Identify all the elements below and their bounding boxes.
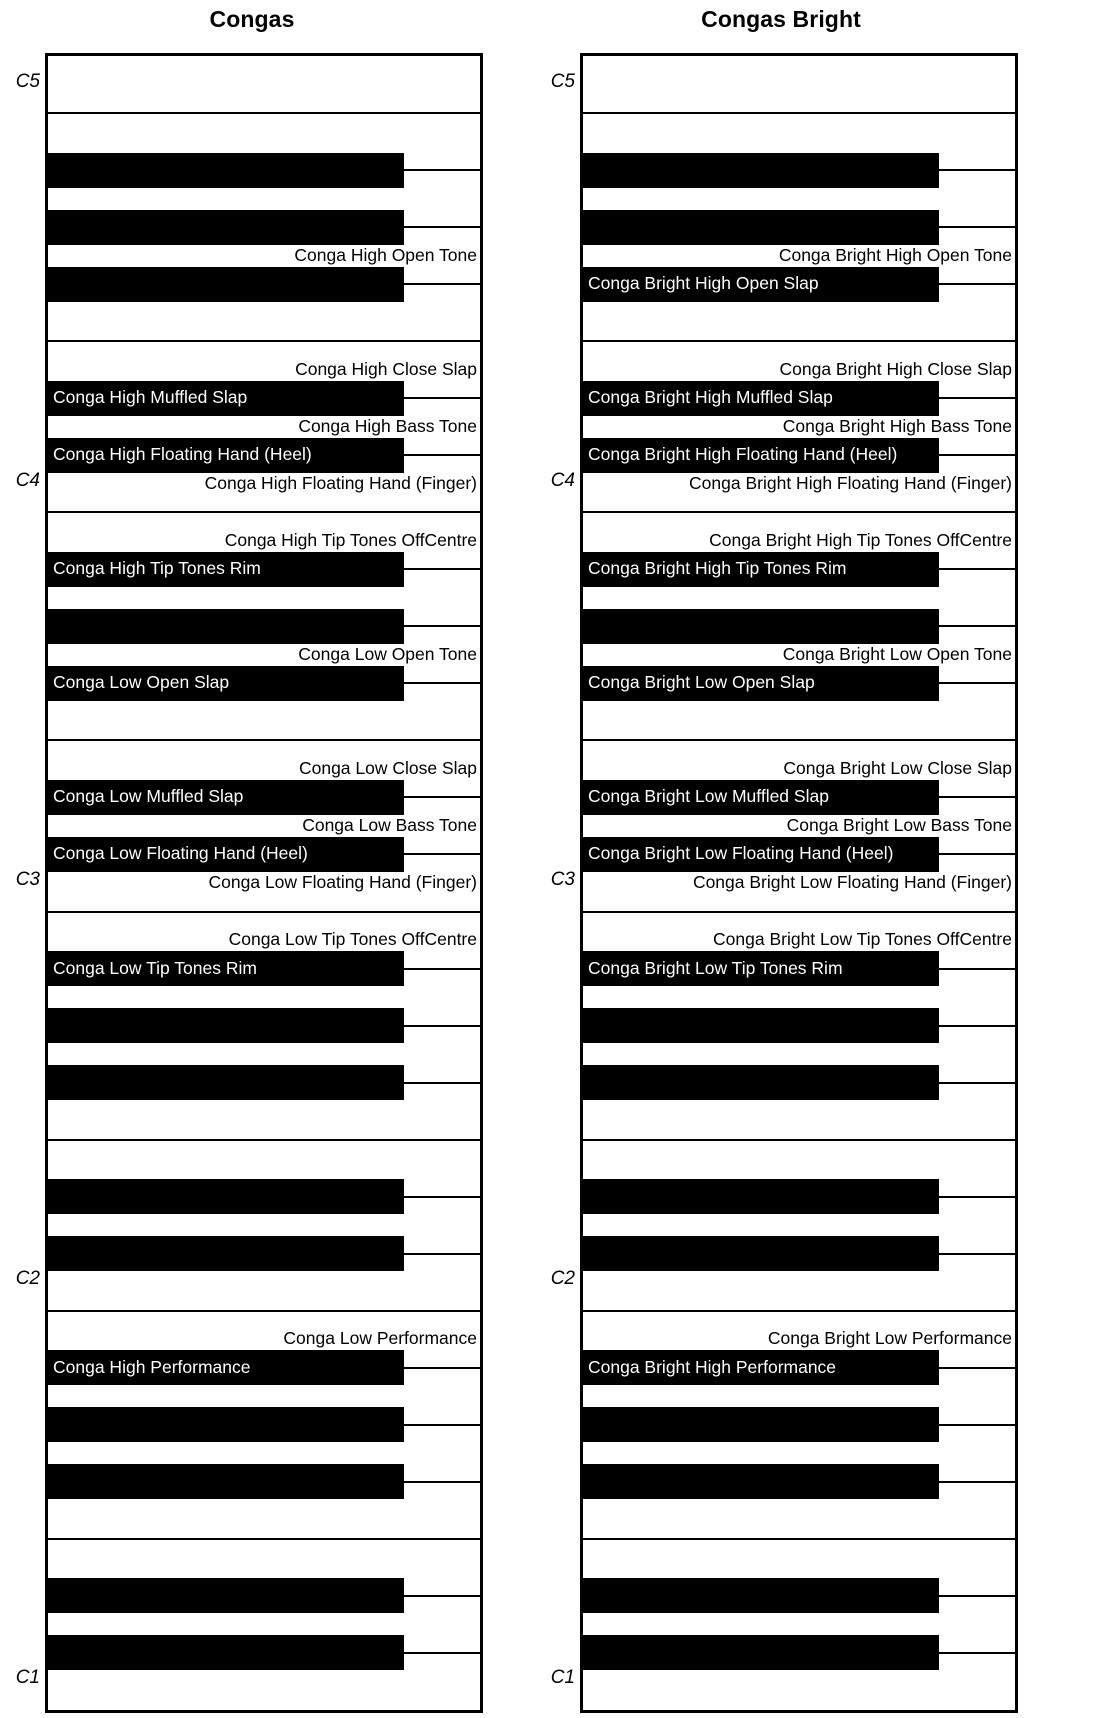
panel-title-congas-bright: Congas Bright [701,6,861,32]
black-key[interactable] [48,1065,404,1100]
black-key[interactable] [48,1407,404,1442]
black-key-tick [404,625,480,627]
black-key[interactable] [48,837,404,872]
white-key-label: Conga Low Tip Tones OffCentre [228,929,477,949]
black-key[interactable] [583,1179,939,1214]
black-key-tick [939,625,1015,627]
black-key[interactable] [48,1179,404,1214]
black-key-tick [404,1595,480,1597]
black-key[interactable] [583,951,939,986]
black-key-tick [939,853,1015,855]
black-key-tick [939,1595,1015,1597]
black-key-tick [939,682,1015,684]
white-key-separator [583,739,1015,741]
octave-label-c5: C5 [550,71,575,92]
black-key-label: Conga Bright High Floating Hand (Heel) [588,444,898,464]
keyboard-congas-bright[interactable] [580,53,1018,1713]
white-key-separator [48,1139,480,1141]
white-key-separator [583,911,1015,913]
black-key[interactable] [48,210,404,245]
black-key-tick [939,796,1015,798]
black-key-tick [939,1481,1015,1483]
white-key-separator [48,739,480,741]
black-key-tick [939,283,1015,285]
black-key-tick [404,283,480,285]
white-key-label: Conga High Bass Tone [298,416,477,436]
black-key[interactable] [583,1464,939,1499]
black-key-label: Conga Low Tip Tones Rim [53,958,257,978]
black-key[interactable] [583,609,939,644]
black-key[interactable] [583,1350,939,1385]
white-key-label: Conga Low Open Tone [298,644,477,664]
octave-label-c1: C1 [550,1667,575,1688]
white-key-separator [583,340,1015,342]
black-key-tick [939,169,1015,171]
octave-label-c5: C5 [15,71,40,92]
black-key-label: Conga Bright High Open Slap [588,273,819,293]
octave-label-c4: C4 [550,470,575,491]
black-key-label: Conga High Tip Tones Rim [53,558,261,578]
white-key-label: Conga Bright Low Performance [767,1328,1012,1348]
black-key[interactable] [583,837,939,872]
black-key[interactable] [48,1635,404,1670]
black-key-tick [404,568,480,570]
black-key[interactable] [583,666,939,701]
white-key-separator [583,1538,1015,1540]
black-key[interactable] [583,780,939,815]
black-key[interactable] [583,1635,939,1670]
white-key-label: Conga Bright High Floating Hand (Finger) [689,473,1012,493]
black-key-tick [939,568,1015,570]
white-key-label: Conga High Floating Hand (Finger) [204,473,477,493]
white-key-label: Conga Low Bass Tone [302,815,477,835]
white-key-label: Conga Bright Low Bass Tone [786,815,1012,835]
black-key-tick [404,853,480,855]
white-key-label: Conga Bright High Close Slap [779,359,1012,379]
black-key[interactable] [48,153,404,188]
black-key-label: Conga Bright High Performance [588,1357,837,1377]
black-key-label: Conga Low Open Slap [53,672,230,692]
white-key-label: Conga High Open Tone [294,245,477,265]
black-key-label: Conga Bright Low Open Slap [588,672,815,692]
black-key[interactable] [48,1008,404,1043]
black-key-tick [939,397,1015,399]
black-key-tick [939,226,1015,228]
white-key-label: Conga Low Floating Hand (Finger) [208,872,477,892]
white-key-separator [48,112,480,114]
black-key-label: Conga Bright Low Tip Tones Rim [588,958,843,978]
black-key-tick [404,226,480,228]
black-key[interactable] [583,1236,939,1271]
black-key-tick [404,1253,480,1255]
panel-congas-bright [535,0,1055,1718]
black-key-label: Conga Low Muffled Slap [53,786,244,806]
black-key[interactable] [48,666,404,701]
black-key[interactable] [48,780,404,815]
white-key-separator [583,112,1015,114]
black-key-tick [404,1652,480,1654]
octave-label-c2: C2 [550,1268,575,1289]
black-key-tick [404,454,480,456]
white-key-label: Conga Low Close Slap [298,758,477,778]
black-key-tick [404,1367,480,1369]
black-key-tick [939,968,1015,970]
black-key[interactable] [583,1578,939,1613]
black-key[interactable] [583,1065,939,1100]
black-key[interactable] [583,267,939,302]
white-key-separator [583,1310,1015,1312]
black-key-tick [939,454,1015,456]
black-key-label: Conga Bright High Tip Tones Rim [588,558,847,578]
black-key[interactable] [48,381,404,416]
white-key-label: Conga Bright Low Close Slap [783,758,1012,778]
keyboard-congas[interactable] [45,53,483,1713]
white-key-label: Conga Low Performance [283,1328,477,1348]
black-key-tick [404,1196,480,1198]
black-key-tick [404,796,480,798]
white-key-label: Conga Bright Low Tip Tones OffCentre [713,929,1012,949]
black-key[interactable] [48,1578,404,1613]
panel-congas [0,0,520,1718]
octave-label-c2: C2 [15,1268,40,1289]
black-key[interactable] [48,552,404,587]
white-key-label: Conga Bright High Bass Tone [782,416,1012,436]
black-key-tick [939,1253,1015,1255]
black-key-tick [404,397,480,399]
black-key-label: Conga Bright Low Floating Hand (Heel) [588,843,894,863]
white-key-separator [583,511,1015,513]
black-key-tick [939,1025,1015,1027]
black-key-label: Conga Bright High Muffled Slap [588,387,833,407]
black-key-tick [939,1367,1015,1369]
octave-label-c3: C3 [550,869,575,890]
black-key-tick [939,1196,1015,1198]
black-key-tick [404,169,480,171]
black-key[interactable] [48,1236,404,1271]
white-key-label: Conga High Close Slap [295,359,477,379]
black-key-tick [404,1082,480,1084]
black-key-tick [939,1652,1015,1654]
white-key-separator [48,1538,480,1540]
white-key-separator [48,1310,480,1312]
white-key-label: Conga Bright Low Open Tone [782,644,1012,664]
white-key-label: Conga Bright Low Floating Hand (Finger) [692,872,1012,892]
white-key-label: Conga Bright High Tip Tones OffCentre [709,530,1012,550]
octave-label-c4: C4 [15,470,40,491]
black-key-tick [939,1424,1015,1426]
white-key-label: Conga High Tip Tones OffCentre [224,530,477,550]
white-key-label: Conga Bright High Open Tone [778,245,1012,265]
black-key[interactable] [48,1464,404,1499]
black-key-label: Conga Low Floating Hand (Heel) [53,843,308,863]
black-key-tick [939,1082,1015,1084]
black-key[interactable] [583,381,939,416]
black-key-tick [404,682,480,684]
panel-title-congas: Congas [209,6,295,32]
black-key-tick [404,1025,480,1027]
black-key-tick [404,1481,480,1483]
black-key-label: Conga High Muffled Slap [53,387,248,407]
black-key-label: Conga High Performance [53,1357,251,1377]
black-key[interactable] [583,552,939,587]
black-key[interactable] [48,1350,404,1385]
black-key-label: Conga High Floating Hand (Heel) [53,444,312,464]
black-key[interactable] [48,951,404,986]
black-key[interactable] [583,1008,939,1043]
black-key[interactable] [48,609,404,644]
black-key[interactable] [48,267,404,302]
white-key-separator [48,340,480,342]
white-key-separator [48,911,480,913]
black-key[interactable] [48,438,404,473]
white-key-separator [48,511,480,513]
octave-label-c1: C1 [15,1667,40,1688]
black-key[interactable] [583,153,939,188]
black-key-label: Conga Bright Low Muffled Slap [588,786,829,806]
black-key-tick [404,1424,480,1426]
black-key[interactable] [583,1407,939,1442]
white-key-separator [583,1139,1015,1141]
octave-label-c3: C3 [15,869,40,890]
black-key[interactable] [583,210,939,245]
black-key[interactable] [583,438,939,473]
black-key-tick [404,968,480,970]
